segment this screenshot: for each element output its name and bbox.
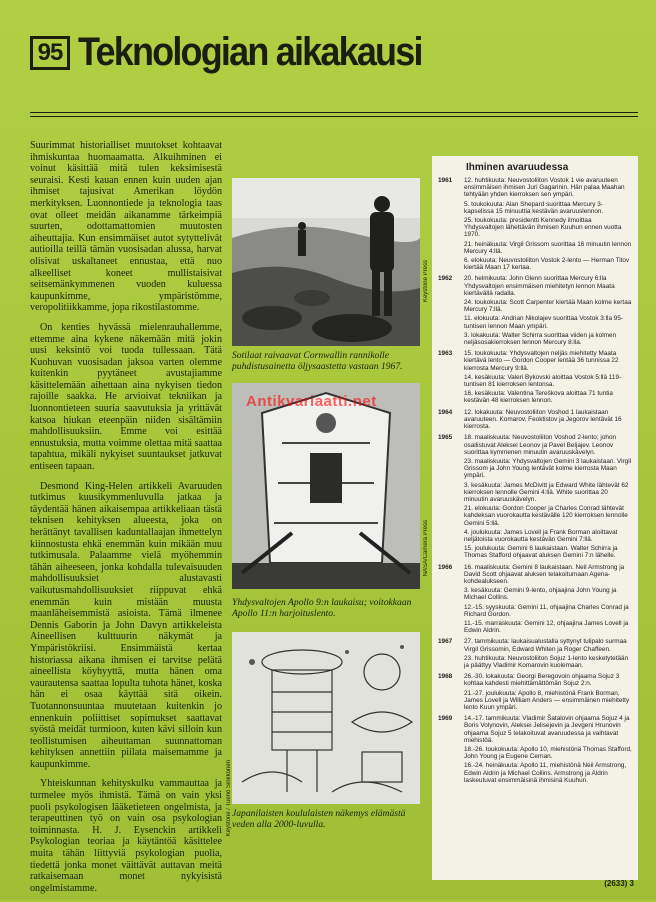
timeline-event: 5. toukokuuta: Alan Shepard suorittaa Mercury 3-kapselissa 15 minuuttia kestävän avaruuslennon. (464, 200, 604, 215)
timeline-year-1962 (438, 275, 632, 348)
timeline-event: 18.-26. toukokuuta: Apollo 10, miehistönä Thomas Stafford, John Young ja Eugene Cernan. (464, 746, 632, 761)
photo-credit: Keystone / Tueno Sinkkonen (226, 760, 232, 837)
timeline-event: 12.-15. syyskuuta: Gemini 11, ohjaajina Charles Conrad ja Richard Gordon. (464, 603, 629, 618)
paragraph: On kenties hyvässä mielenrauhallemme, ettemme aina kykene näkemään mitä jokin uusi keksintö voi tuoda tullessaan. Tätä Kuohuvan vuosisadan jaksoa varten olemme kuitenkin pyytäneet avustajiamme käsittelemään aihettaan aina nykyisen tiedon rajoille saakka. He arvioivat tekniikan ja luonnontieteen suuria saavutuksia ja yrittävät katsoa hiukan eteenpäin niiden sisältämiin mahdollisuuksiin. Emme voi esittää ennustuksia, mutta voimme olettaa mitä saattaa tapahtua, mikäli nykyiset suuntaukset jatkuvat entiseen tapaan. (30, 321, 222, 473)
timeline-event: 11. elokuuta: Andrian Nikolajev suorittaa Vostok 3:lla 95-tuntisen lennon Maan ympäri. (464, 315, 624, 330)
timeline-event: 21. elokuuta: Gordon Cooper ja Charles Conrad lähtevät kahdeksan vuorokautta kestävälle 120 kierroksen lennolle Gemini 5:llä. (464, 505, 628, 527)
timeline-events (464, 350, 632, 406)
timeline-events (464, 673, 632, 713)
timeline-events (464, 638, 632, 671)
article-header (30, 30, 460, 75)
timeline-event: 21.-27. joulukuuta: Apollo 8, miehistönä Frank Borman, James Lovell ja William Anders — ensimmäinen miehitetty lento Kuun ympäri. (464, 689, 630, 711)
timeline-year-1963 (438, 350, 632, 406)
photo-underwater-drawing (232, 632, 420, 804)
timeline-event: 16. maaliskuuta: Gemini 8 laukaistaan. Neil Armstrong ja David Scott ohjaavat aluksen telakoitumaan Agena-kohdealukseen. (464, 563, 625, 585)
timeline-event: 4. joulukuuta: James Lovell ja Frank Borman aloittavat neljätoista vuorokautta kestävän Gemini 7:llä. (464, 528, 618, 543)
timeline-event: 25. toukokuuta: presidentti Kennedy ilmoittaa Yhdysvaltojen lähettävän ihmisen Kuuhun ennen vuotta 1970. (464, 217, 622, 239)
timeline-year: 1966 (438, 563, 453, 571)
timeline-year-1969 (438, 715, 632, 786)
timeline-event: 16.-24. heinäkuuta: Apollo 11, miehistönä Neil Armstrong, Edwin Aldrin ja Michael Collins. Armstrong ja Aldrin laskeutuvat ensimmäisinä ihmisinä Kuuhun. (464, 762, 627, 784)
timeline-event: 3. kesäkuuta: Gemini 9-lento, ohjaajina John Young ja Michael Collins. (464, 587, 617, 602)
timeline-sidebar (432, 156, 638, 880)
watermark: Antikvariaatti.net (246, 393, 377, 410)
page-number: (2633) 3 (604, 879, 634, 888)
page-title: Teknologian aikakausi (78, 30, 422, 74)
timeline-event: 18. maaliskuuta: Neuvostoliiton Voshod 2-lento; johon osallistuvat Aleksei Leonov ja Pavel Beljajev. Leonov suorittaa kymmenen minuutin avaruuskävelyn. (464, 434, 617, 456)
timeline-year: 1965 (438, 434, 453, 442)
timeline-event: 24. toukokuuta: Scott Carpenter kiertää Maan kolme kertaa Mercury 7:llä. (464, 299, 632, 314)
issue-number: 95 (30, 36, 70, 70)
timeline-year: 1967 (438, 638, 453, 646)
timeline-year-1965 (438, 434, 632, 561)
timeline-year: 1964 (438, 408, 453, 416)
photo-credit: NASA/Camera Press (423, 520, 429, 577)
timeline-year-1961 (438, 177, 632, 273)
timeline-year: 1961 (438, 177, 453, 184)
timeline-events (464, 275, 632, 348)
paragraph: Suurimmat historialliset muutokset kohtaavat ihmiskuntaa huomaamatta. Alkuihminen ei voinut käsittää mitä tulen keksimisestä seuraisi. Kesti kauan ennen kuin uuden ajan ihmiset tajusivat Amerikan löydön merkityksen. Luonnontiede ja teknologia taas ovat olleet meidän aikanamme tärkeimpiä suurten, odottamattomien muutosten aiheuttajia. Kun ensimmäiset autot sytyttelivät autioilla teillä tämän vuosisadan alussa, harvat olisivat uskaltaneet ennustaa, että nuo alkeelliset koneet mullistaisivat seitsemänkymmenen vuoden kuluessa kaupunkimme, ympäristömme, veropolitiikkamme, jopa rikostilastomme. (30, 140, 222, 314)
timeline-list (438, 177, 632, 786)
timeline-event: 3. lokakuuta: Walter Schirra suorittaa viiden ja kolmen neljäsosakierroksen lennon Mercury 8:lla. (464, 331, 617, 347)
timeline-event: 14. kesäkuuta: Valeri Bykovski aloittaa Vostok 5:llä 119-tuntisen 81 kierroksen lentonsa. (464, 373, 622, 389)
photo-apollo-launch (232, 383, 420, 589)
timeline-event: 6. elokuuta: Neuvostoliiton Vostok 2-lento — Herman Titov kiertää Maan 17 kertaa. (464, 257, 630, 272)
photo-coast-cleanup (232, 178, 420, 346)
timeline-events (464, 177, 632, 273)
timeline-event: 27. tammikuuta: laukaisualustalla syttynyt tulipalo surmaa Virgil Grissomin, Edward Whiten ja Roger Chaffeen. (464, 638, 627, 653)
timeline-event: 15. toukokuuta: Yhdysvaltojen neljäs miehitetty Maata kiertävä lento — Gordon Cooper lentää 36 tunnissa 22 kierrosta Mercury 9:llä. (464, 350, 619, 372)
timeline-event: 11.-15. marraskuuta: Gemini 12, ohjaajina James Lovell ja Edwin Aldrin. (464, 619, 629, 635)
timeline-events (464, 434, 632, 561)
timeline-events (464, 564, 632, 637)
paragraph: Yhteiskunnan kehityskulku vammauttaa ja turmelee myös ihmistä. Tämä on vain yksi puoli psykologisen lääketieteen ongelmista, ja terapeuttinen työ on vain osa psykologian toiminnasta. H. J. Eysenckin artikkeli Psykologian teoriaa ja käytäntöä käsittelee muita tähän liittyviä psykologian puolia, tiedettä jonka monet väittävät auttavan meitä ratkaisemaan monet nykyisistä ongelmistamme. (30, 778, 222, 894)
header-rule (30, 112, 638, 113)
timeline-year: 1962 (438, 275, 453, 283)
timeline-event: 23. huhtikuuta: Neuvostoliiton Sojuz 1-lento kesketytetään ja päättyy Vladimir Komarovin kuolemaan. (464, 654, 629, 669)
timeline-event: 26.-30. lokakuuta: Georgi Beregovoin ohjaama Sojuz 3 kohtaa kahdesti miehittämättömän Sojuz 2:n. (464, 673, 620, 688)
timeline-year-1966 (438, 564, 632, 637)
sidebar-title: Ihminen avaruudessa (466, 162, 569, 173)
timeline-event: 20. helmikuuta: John Glenn suorittaa Mercury 6:lla Yhdysvaltojen ensimmäisen miehitetyn lennon Maata kiertävällä radalla. (464, 275, 615, 297)
timeline-event: 21. heinäkuuta: Virgil Grissom suorittaa 16 minuutin lennon Mercury 4:llä. (464, 240, 632, 255)
timeline-year-1964 (438, 409, 632, 433)
article-body (30, 140, 222, 902)
header-rule-secondary (30, 116, 638, 117)
timeline-year: 1968 (438, 673, 453, 681)
timeline-event: 12. lokakuuta: Neuvostoliiton Voshod 1 laukaistaan avaruuteen. Komarov, Feoktistov ja Jegorov lentävät 16 kierrosta. (464, 408, 622, 431)
paragraph: Desmond King-Helen artikkeli Avaruuden tutkimus kuusikymmenluvulla jatkaa ja täydentää hänen aikaisempaa artikkeliaan tästä teknisen kehityksen alueesta, joka on herättänyt tavallisen kaduntallaajan ihmettelyn kiinnostusta ehkä enemmän kuin mikään muu tutkimusala. Palaamme vielä myöhemmin tähän aiheeseen, jonka kohdalla tulevaisuuden mahdollisuuksiet alustavasti vaikutusmahdollisuuksiet riippuvat ehkä enemmän kuin mistään muusta maanläheisemmistä asioista. Tämä ilmenee Dennis Gaborin ja John Davyn artikkeleista Aineellisen kulttuurin näkymät ja Ympäristökriisi. Ensimmäistä kertaa historiassa aikana ihmisen ei tarvitse pelätä aineellista köyhyyttä, mutta hänen oma vaurautensa saattaa lopulta tuhota hänet, koska hän ei osaa käyttää sitä oikein. Tuotannonsuuntaa muutetaan kuitenkin jo ennenkuin poliittiset sopimukset saattavat syöstä meidät turmioon, kuten kävi silloin kun teollistumisen aiheuttaman suunnattoman kehityksen annettiin piilata maisemamme ja kaupunkimme. (30, 480, 222, 770)
photo-caption: Sotilaat raivaavat Cornwallin rannikolle puhdistusainetta öljysaastetta vastaan 1967. (232, 350, 403, 372)
timeline-year: 1963 (438, 350, 453, 358)
timeline-event: 16. kesäkuuta: Valentina Tereškova aloittaa 71 tuntia kestävän 48 kierroksen lennon. (464, 390, 613, 405)
timeline-events (464, 409, 632, 433)
timeline-events (464, 715, 632, 786)
timeline-year-1967 (438, 638, 632, 671)
timeline-year: 1969 (438, 715, 453, 723)
timeline-year-1968 (438, 673, 632, 713)
photo-caption: Japanilaisten koululaisten näkemys elämästä veden alla 2000-luvulla. (232, 808, 406, 830)
timeline-event: 15. joulukuuta: Gemini 6 laukaistaan. Walter Schirra ja Thomas Stafford ohjaavat aluksen Gemini 7:n lähelle. (464, 545, 618, 560)
photo-caption: Yhdysvaltojen Apollo 9:n laukaisu; voitokkaan Apollo 11:n harjoituslento. (232, 597, 412, 619)
timeline-event: 3. kesäkuuta: James McDivitt ja Edward White lähtevät 62 kierroksen lennolle Gemini 4:llä. White suorittaa 20 minuutin avaruuskävelyn. (464, 481, 629, 503)
timeline-event: 12. huhtikuuta: Neuvostoliiton Vostok 1 vie avaruuteen ensimmäisen ihmisen Juri Gagarinin. Hän palaa Maahan tehtyään yhden kierroksen sen ympäri. (464, 177, 625, 199)
timeline-event: 23. maaliskuuta: Yhdysvaltojen Gemini 3 laukaistaan. Virgil Grissom ja John Young lentävät kolme kierrosta Maan ympäri. (464, 457, 632, 480)
timeline-event: 14.-17. tammikuuta: Vladimir Šatalovin ohjaama Sojuz 4 ja Boris Volynovin, Aleksei Jelisejevin ja Jevgeni Hrunovin ohjaama Sojuz 5 telakoituvat avaruudessa ja vaihtavat miehistöä. (464, 715, 630, 744)
photo-credit: Keystone Press (423, 260, 429, 303)
